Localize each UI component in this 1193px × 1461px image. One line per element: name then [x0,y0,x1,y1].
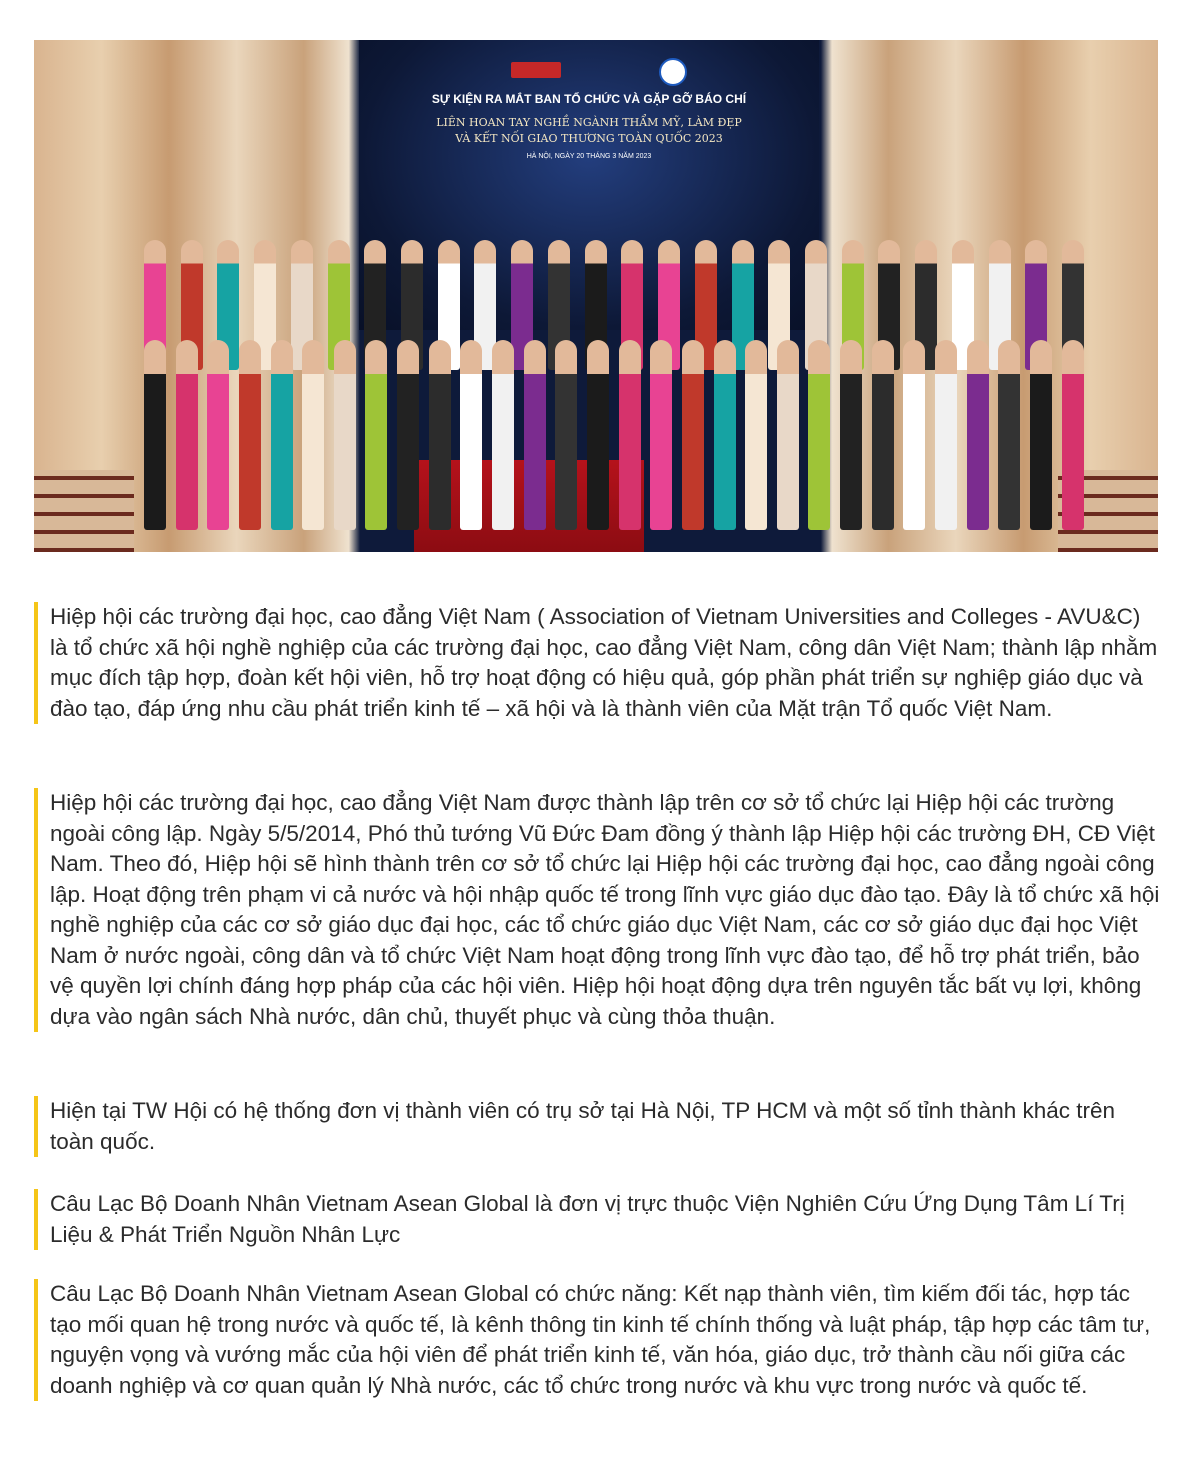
person-figure [1062,340,1084,530]
person-figure [619,340,641,530]
person-figure [365,340,387,530]
person-figure [808,340,830,530]
person-figure [429,340,451,530]
person-figure [935,340,957,530]
backdrop-title-line-1: LIÊN HOAN TAY NGHỀ NGÀNH THẨM MỸ, LÀM ĐẸP [436,116,742,129]
person-figure [1030,340,1052,530]
person-figure [176,340,198,530]
person-figure [650,340,672,530]
person-figure [998,340,1020,530]
person-figure [239,340,261,530]
backdrop-title-line-2: VÀ KẾT NỐI GIAO THƯƠNG TOÀN QUỐC 2023 [455,132,723,145]
person-figure [460,340,482,530]
paragraph-avuc-intro: Hiệp hội các trường đại học, cao đẳng Việt Nam ( Association of Vietnam Universities and Colleges - AVU&C) là tổ chức xã hội nghề nghiệp của các trường đại học, cao đẳng Việt Nam, công dân Việt Nam; thành lập nhằm mục đích tập hợp, đoàn kết hội viên, hỗ trợ hoạt động có hiệu quả, góp phần phát triển sự nghiệp giáo dục và đào tạo, đáp ứng nhu cầu phát triển kinh tế – xã hội và là thành viên của Mặt trận Tổ quốc Việt Nam. [34,602,1160,724]
paragraph-avuc-history: Hiệp hội các trường đại học, cao đẳng Việt Nam được thành lập trên cơ sở tổ chức lại Hiệp hội các trường ngoài công lập. Ngày 5/5/2014, Phó thủ tướng Vũ Đức Đam đồng ý thành lập Hiệp hội các trường ĐH, CĐ Việt Nam. Theo đó, Hiệp hội sẽ hình thành trên cơ sở tổ chức lại Hiệp hội các trường đại học, cao đẳng ngoài công lập. Hoạt động trên phạm vi cả nước và hội nhập quốc tế trong lĩnh vực giáo dục đào tạo. Đây là tổ chức xã hội nghề nghiệp của các cơ sở giáo dục đại học, các tổ chức giáo dục Việt Nam, các cơ sở giáo dục đại học Việt Nam ở nước ngoài, công dân và tổ chức Việt Nam hoạt động trong lĩnh vực đào tạo, để hỗ trợ phát triển, bảo vệ quyền lợi chính đáng hợp pháp của các hội viên. Hiệp hội hoạt động dựa trên nguyên tắc bất vụ lợi, không dựa vào ngân sách Nhà nước, dân chủ, thuyết phục và cùng thỏa thuận. [34,788,1160,1032]
person-figure [144,340,166,530]
person-figure [682,340,704,530]
person-figure [872,340,894,530]
person-figure [207,340,229,530]
person-figure [397,340,419,530]
person-figure [967,340,989,530]
person-figure [840,340,862,530]
group-photo [34,40,1158,552]
person-figure [271,340,293,530]
person-figure [334,340,356,530]
person-figure [555,340,577,530]
person-figure [524,340,546,530]
person-figure [302,340,324,530]
paragraph-club-affiliation: Câu Lạc Bộ Doanh Nhân Vietnam Asean Global là đơn vị trực thuộc Viện Nghiên Cứu Ứng Dụng Tâm Lí Trị Liệu & Phát Triển Nguồn Nhân Lực [34,1189,1160,1250]
newspaper-logo [511,62,561,78]
left-stairs [34,470,134,552]
person-figure [587,340,609,530]
backdrop-headline: SỰ KIỆN RA MẮT BAN TỔ CHỨC VÀ GẶP GỠ BÁO CHÍ [431,92,747,106]
person-figure [714,340,736,530]
paragraph-member-units: Hiện tại TW Hội có hệ thống đơn vị thành viên có trụ sở tại Hà Nội, TP HCM và một số tỉnh thành khác trên toàn quốc. [34,1096,1160,1157]
backdrop-date: HÀ NỘI, NGÀY 20 THÁNG 3 NĂM 2023 [526,153,652,160]
paragraph-club-functions: Câu Lạc Bộ Doanh Nhân Vietnam Asean Global có chức năng: Kết nạp thành viên, tìm kiếm đối tác, hợp tác tạo mối quan hệ trong nước và quốc tế, là kênh thông tin kinh tế chính thống và luật pháp, tập hợp các tâm tư, nguyện vọng và vướng mắc của hội viên để phát triển kinh tế, văn hóa, giáo dục, trở thành cầu nối giữa các doanh nghiệp và cơ quan quản lý Nhà nước, các tổ chức trong nước và khu vực trong nước và quốc tế. [34,1279,1160,1401]
person-figure [903,340,925,530]
person-figure [777,340,799,530]
crowd-front-row [144,340,1084,530]
person-figure [492,340,514,530]
organization-logo [659,58,687,86]
person-figure [745,340,767,530]
